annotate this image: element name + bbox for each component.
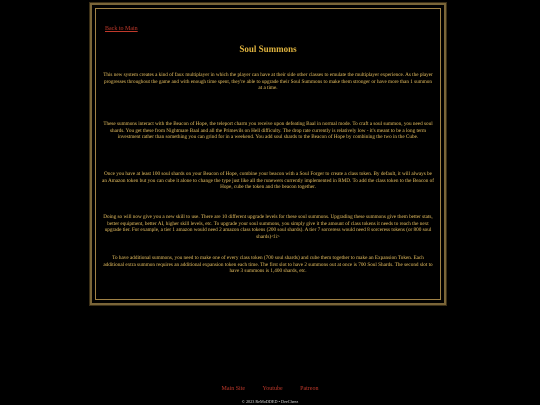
page-title: Soul Summons	[239, 44, 297, 54]
intro-paragraph: This new system creates a kind of faux multiplayer in which the player can have at their side other classes to emulate the multiplayer experience. As the player progresses throughout the game and with enough time spent, they're able to upgrade their Soul Summons to make them stronger or have more than 1 summon at a time.	[103, 72, 433, 92]
content-frame	[90, 3, 446, 305]
expansion-paragraph: To have additional summons, you need to make one of every class token (700 soul shards) and cube them together to make an Expansion Token. Each additional extra summon requires an additional expansion token each time. The first slot to have 2 summons out at once is 700 Soul Shards. The second slot to have 3 summons is 1,400 shards, etc.	[103, 255, 433, 275]
footer-link-main-site[interactable]: Main Site	[221, 386, 246, 392]
footer-link-youtube[interactable]: Youtube	[262, 386, 283, 392]
class-token-paragraph: Once you have at least 100 soul shards on your Beacon of Hope, combine your beacon with a Soul Forger to create a class token. By default, it will always be an Amazon token but you can cube it alone to change the type just like all the runewers currently implemented in RMD. To add the class token to the Beacon of Hope, cube the token and the beacon together.	[102, 171, 434, 191]
beacon-paragraph: These summons interact with the Beacon of Hope, the teleport charm you receive upon defeating Baal in normal mode. To craft a soul summon, you need soul shards. You get these from Nightmare Baal and all the Primevils on Hell difficulty. The drop rate currently is relatively low - it's meant to be a long term investment rather than something you can grind for in a weekend. You add soul shards to the Beacon of Hope by combining the two in the Cube.	[103, 121, 433, 141]
footer-link-patreon[interactable]: Patreon	[300, 386, 319, 392]
copyright-text: © 2023 ReMoDDED • DeeCheez	[241, 399, 299, 404]
upgrade-paragraph: Doing so will now give you a new skill to use. There are 10 different upgrade levels for these soul summons. Upgrading these summons give them better stats, better equipment, better AI, higher skill levels, etc. To upgrade your soul summons, you simply give it the amount of class tokens it needs to reach the next upgrade tier. For example, a tier 1 amazon would need 2 amazon class tokens (200 soul shards). A tier 7 sorceress would need 8 sorceress tokens (or 800 soul shards)<li>	[103, 214, 433, 240]
footer-nav	[0, 386, 540, 392]
content-panel	[95, 8, 441, 300]
back-to-main-link[interactable]: Back to Main	[105, 26, 138, 32]
